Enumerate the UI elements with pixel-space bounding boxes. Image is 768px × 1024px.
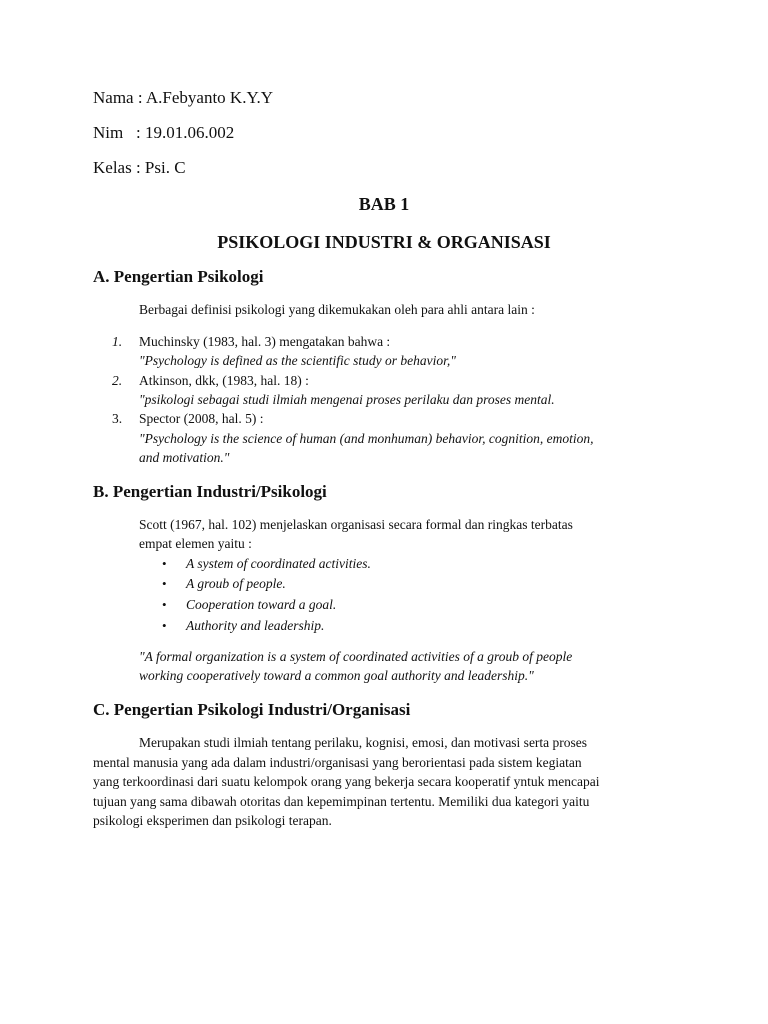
section-b-quote-line1: "A formal organization is a system of coordinated activities of a groub of people bbox=[139, 649, 573, 664]
list-item-1-source: Muchinsky (1983, hal. 3) mengatakan bahwa : bbox=[139, 334, 391, 349]
bullet-icon: • bbox=[162, 556, 167, 571]
section-c-line5: psikologi eksperimen dan psikologi terapan. bbox=[93, 813, 332, 828]
chapter-number: BAB 1 bbox=[358, 194, 410, 214]
bullet-icon: • bbox=[162, 597, 167, 612]
list-number-2: 2. bbox=[112, 373, 123, 388]
section-a-heading: A. Pengertian Psikologi bbox=[93, 267, 264, 286]
list-item-3-source: Spector (2008, hal. 5) : bbox=[139, 411, 264, 426]
section-c-heading: C. Pengertian Psikologi Industri/Organisasi bbox=[93, 700, 411, 719]
section-c-line1: Merupakan studi ilmiah tentang perilaku, kognisi, emosi, dan motivasi serta proses bbox=[139, 735, 588, 750]
list-number-1: 1. bbox=[112, 334, 123, 349]
section-b-intro-line1: Scott (1967, hal. 102) menjelaskan organisasi secara formal dan ringkas terbatas bbox=[139, 517, 573, 532]
student-name: Nama : A.Febyanto K.Y.Y bbox=[93, 88, 274, 107]
bullet-icon: • bbox=[162, 576, 167, 591]
bullet-item-2: A groub of people. bbox=[186, 576, 286, 591]
section-c-line4: tujuan yang sama dibawah otoritas dan kepemimpinan tertentu. Memiliki dua kategori yaitu bbox=[93, 794, 590, 809]
student-nim: Nim : 19.01.06.002 bbox=[93, 123, 235, 142]
list-item-2-quote: "psikologi sebagai studi ilmiah mengenai proses perilaku dan proses mental. bbox=[139, 392, 555, 407]
section-b-heading: B. Pengertian Industri/Psikologi bbox=[93, 482, 327, 501]
list-item-1-quote: "Psychology is defined as the scientific study or behavior," bbox=[139, 353, 456, 368]
list-item-3-quote-line1: "Psychology is the science of human (and monhuman) behavior, cognition, emotion, bbox=[139, 431, 594, 446]
bullet-item-4: Authority and leadership. bbox=[186, 618, 325, 633]
section-a-intro: Berbagai definisi psikologi yang dikemukakan oleh para ahli antara lain : bbox=[139, 302, 535, 317]
list-number-3: 3. bbox=[112, 411, 123, 426]
section-c-line2: mental manusia yang ada dalam industri/organisasi yang berorientasi pada sistem kegiatan bbox=[93, 755, 582, 770]
list-item-3-quote-line2: and motivation." bbox=[139, 450, 230, 465]
bullet-icon: • bbox=[162, 618, 167, 633]
section-b-intro-line2: empat elemen yaitu : bbox=[139, 536, 252, 551]
section-b-quote-line2: working cooperatively toward a common goal authority and leadership." bbox=[139, 668, 534, 683]
bullet-item-1: A system of coordinated activities. bbox=[186, 556, 371, 571]
chapter-title: PSIKOLOGI INDUSTRI & ORGANISASI bbox=[217, 232, 551, 252]
list-item-2-source: Atkinson, dkk, (1983, hal. 18) : bbox=[139, 373, 309, 388]
student-class: Kelas : Psi. C bbox=[93, 158, 186, 177]
bullet-item-3: Cooperation toward a goal. bbox=[186, 597, 337, 612]
section-c-line3: yang terkoordinasi dari suatu kelompok orang yang bekerja secara kooperatif yntuk mencapai bbox=[93, 774, 600, 789]
